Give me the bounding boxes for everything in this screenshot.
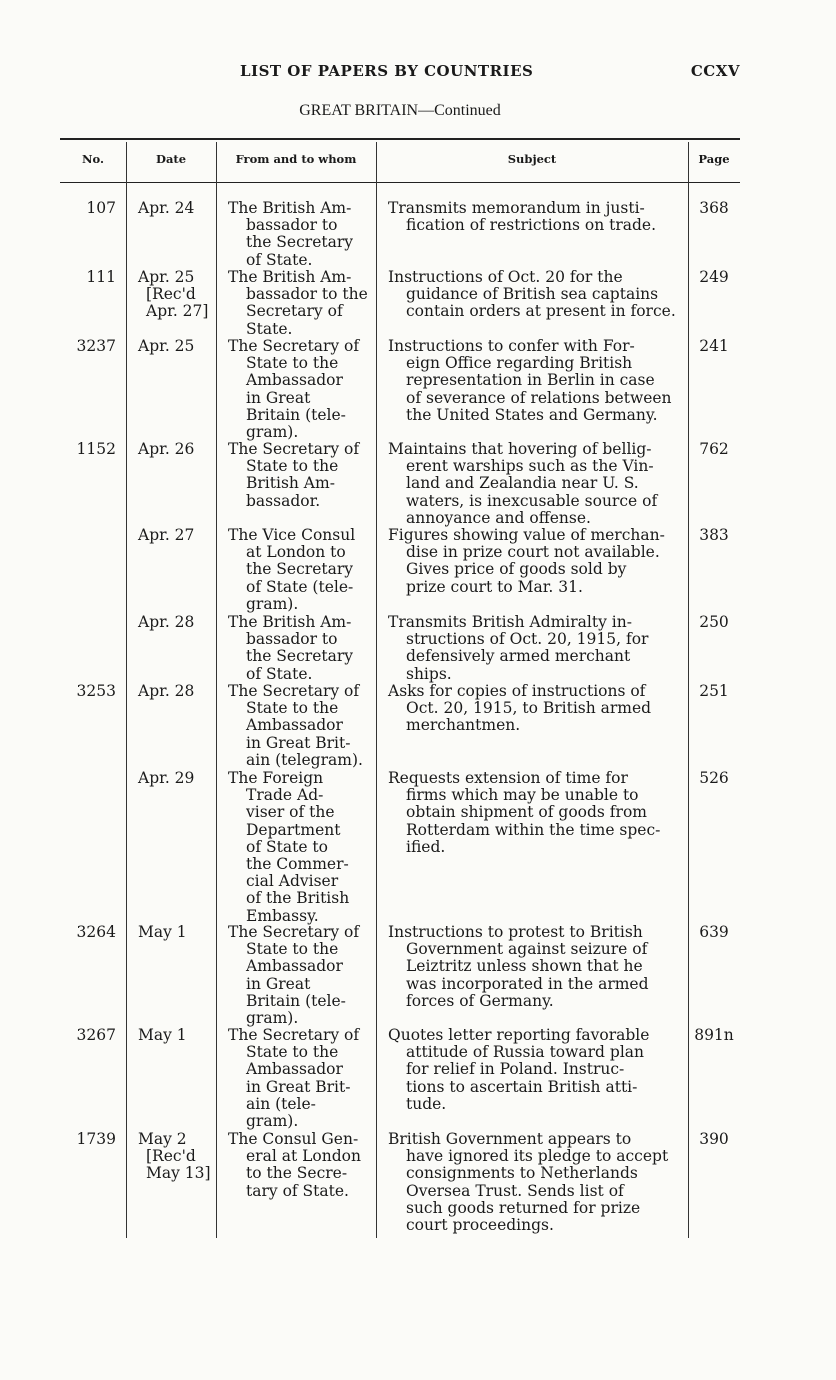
subject-line: ships. [406,664,452,683]
date-line: Apr. 25 [138,337,195,355]
paper-number: 3264 [76,923,116,941]
column-header-page: Page [698,152,730,166]
from-line: the Commer- [246,855,349,874]
paper-date [138,441,218,458]
paper-subject [388,614,680,683]
paper-number: 3237 [76,337,116,355]
from-line: The Secretary of [228,682,360,700]
subject-line: such goods returned for prize [406,1198,641,1217]
from-line: gram). [246,1112,299,1131]
date-line: Apr. 29 [138,769,195,787]
paper-from-to [228,770,370,925]
subject-line: Leiztritz unless shown that he [406,957,643,976]
paper-from-to [228,338,370,441]
subject-line: Quotes letter reporting favorable [388,1026,650,1044]
from-line: The British Am- [228,613,352,631]
paper-from-to [228,614,370,683]
from-line: the Secretary [246,647,354,666]
subject-line: ified. [406,837,446,856]
page-folio: CCXV [690,62,740,80]
subject-line: Transmits British Admiralty in- [388,613,632,631]
paper-subject [388,527,680,596]
from-line: The British Am- [228,199,352,217]
subject-line: defensively armed merchant [406,647,631,666]
paper-subject [388,200,680,234]
from-line: The British Am- [228,268,352,286]
date-line: [Rec'd [146,285,196,304]
subject-line: was incorporated in the armed [406,974,649,993]
paper-page: 250 [699,613,729,631]
subject-line: Gives price of goods sold by [406,560,627,579]
paper-page: 383 [699,526,729,544]
from-line: ain (telegram). [246,750,363,769]
paper-subject [388,770,680,856]
from-line: at London to [246,543,346,562]
paper-page: 639 [699,923,729,941]
from-line: Trade Ad- [246,786,324,805]
from-line: gram). [246,423,299,442]
subject-line: contain orders at present in force. [406,302,676,321]
from-line: of the British [246,889,350,908]
subject-line: Requests extension of time for [388,769,628,787]
paper-page: 526 [699,769,729,787]
from-line: The Secretary of [228,923,360,941]
from-line: The Foreign [228,769,324,787]
from-line: cial Adviser [246,872,339,891]
paper-from-to [228,1027,370,1130]
subject-line: Oversea Trust. Sends list of [406,1181,624,1200]
paper-date [138,200,218,217]
date-line: Apr. 28 [138,682,195,700]
paper-date [138,1131,218,1183]
paper-subject [388,1027,680,1113]
from-line: Department [246,820,341,839]
paper-page: 241 [699,337,729,355]
date-line: May 13] [146,1164,211,1183]
from-line: Embassy. [246,906,319,925]
paper-subject [388,683,680,735]
from-line: tary of State. [246,1181,349,1200]
table-top-rule [60,138,740,140]
subject-line: forces of Germany. [406,991,554,1010]
subject-line: dise in prize court not available. [406,543,660,562]
subject-line: firms which may be unable to [406,786,639,805]
paper-date [138,924,218,941]
subject-line: structions of Oct. 20, 1915, for [406,630,649,649]
paper-page: 891n [694,1026,734,1044]
subject-line: Oct. 20, 1915, to British armed [406,699,652,718]
from-line: State to the [246,1043,339,1062]
paper-page: 251 [699,682,729,700]
table-header-rule [60,182,740,183]
paper-date [138,338,218,355]
paper-from-to [228,200,370,269]
date-line: [Rec'd [146,1147,196,1166]
from-line: of State. [246,664,313,683]
from-line: gram). [246,594,299,613]
from-line: State. [246,319,293,338]
subject-line: Maintains that hovering of bellig- [388,440,652,458]
from-line: Ambassador [246,1060,343,1079]
subject-line: British Government appears to [388,1130,632,1148]
subject-line: Figures showing value of merchan- [388,526,665,544]
subject-line: eign Office regarding British [406,354,633,373]
subject-line: Transmits memorandum in justi- [388,199,645,217]
paper-number: 1739 [76,1130,116,1148]
paper-date [138,770,218,787]
date-line: Apr. 25 [138,268,195,286]
paper-number: 111 [86,268,116,286]
from-line: The Consul Gen- [228,1130,359,1148]
subject-line: attitude of Russia toward plan [406,1043,645,1062]
subject-line: Instructions to protest to British [388,923,643,941]
subject-line: waters, is inexcusable source of [406,491,658,510]
subject-line: for relief in Poland. Instruc- [406,1060,625,1079]
paper-number: 3253 [76,682,116,700]
column-header-from: From and to whom [235,152,357,166]
paper-from-to [228,1131,370,1200]
from-line: the Secretary [246,233,354,252]
page-header [0,60,836,90]
from-line: bassador to [246,216,338,235]
from-line: State to the [246,940,339,959]
from-line: The Vice Consul [228,526,356,544]
from-line: bassador to [246,630,338,649]
subject-line: have ignored its pledge to accept [406,1147,669,1166]
date-line: Apr. 27 [138,526,195,544]
subject-line: fication of restrictions on trade. [406,216,657,235]
column-header-no: No. [82,152,104,166]
from-line: in Great [246,974,311,993]
from-line: British Am- [246,474,335,493]
subject-line: Rotterdam within the time spec- [406,820,661,839]
column-divider [688,142,689,1238]
paper-from-to [228,527,370,613]
from-line: in Great Brit- [246,733,351,752]
paper-date [138,683,218,700]
date-line: May 1 [138,923,187,941]
date-line: Apr. 26 [138,440,195,458]
subject-line: consignments to Netherlands [406,1164,638,1183]
from-line: in Great [246,388,311,407]
column-header-date: Date [155,152,187,166]
paper-from-to [228,683,370,769]
from-line: Britain (tele- [246,405,346,424]
from-line: Ambassador [246,957,343,976]
paper-subject [388,1131,680,1234]
paper-subject [388,441,680,527]
from-line: viser of the [246,803,335,822]
subject-line: erent warships such as the Vin- [406,457,654,476]
from-line: The Secretary of [228,1026,360,1044]
subject-line: guidance of British sea captains [406,285,659,304]
column-header-subject: Subject [507,152,557,166]
from-line: gram). [246,1009,299,1028]
from-line: in Great Brit- [246,1077,351,1096]
subject-line: prize court to Mar. 31. [406,577,583,596]
from-line: State to the [246,354,339,373]
subject-line: of severance of relations between [406,388,672,407]
subject-line: court proceedings. [406,1216,554,1235]
subject-line: obtain shipment of goods from [406,803,647,822]
subject-line: tions to ascertain British atti- [406,1077,638,1096]
subject-line: the United States and Germany. [406,405,658,424]
date-line: May 2 [138,1130,187,1148]
from-line: The Secretary of [228,337,360,355]
subject-line: Instructions to confer with For- [388,337,635,355]
from-line: Ambassador [246,371,343,390]
date-line: Apr. 27] [146,302,209,321]
from-line: to the Secre- [246,1164,348,1183]
subject-line: representation in Berlin in case [406,371,655,390]
from-line: eral at London [246,1147,361,1166]
papers-table [60,138,740,1238]
subject-line: tude. [406,1094,447,1113]
from-line: bassador to the [246,285,368,304]
subject-line: Instructions of Oct. 20 for the [388,268,623,286]
paper-page: 368 [699,199,729,217]
paper-subject [388,338,680,424]
from-line: bassador. [246,491,321,510]
paper-number: 107 [86,199,116,217]
paper-page: 249 [699,268,729,286]
paper-subject [388,269,680,321]
subject-line: Government against seizure of [406,940,648,959]
subject-line: merchantmen. [406,716,521,735]
paper-from-to [228,441,370,510]
paper-date [138,269,218,321]
paper-page: 762 [699,440,729,458]
date-line: May 1 [138,1026,187,1044]
column-divider [376,142,377,1238]
section-title: GREAT BRITAIN—Continued [299,102,501,119]
date-line: Apr. 28 [138,613,195,631]
from-line: of State (tele- [246,577,354,596]
subject-line: land and Zealandia near U. S. [406,474,639,493]
subject-line: Asks for copies of instructions of [388,682,646,700]
column-divider [126,142,127,1238]
paper-page: 390 [699,1130,729,1148]
date-line: Apr. 24 [138,199,195,217]
paper-date [138,614,218,631]
paper-number: 3267 [76,1026,116,1044]
from-line: Secretary of [246,302,343,321]
from-line: the Secretary [246,560,354,579]
paper-from-to [228,269,370,338]
paper-date [138,1027,218,1044]
subject-line: annoyance and offense. [406,508,591,527]
paper-date [138,527,218,544]
from-line: State to the [246,457,339,476]
from-line: ain (tele- [246,1094,316,1113]
from-line: State to the [246,699,339,718]
from-line: The Secretary of [228,440,360,458]
from-line: Britain (tele- [246,991,346,1010]
from-line: Ambassador [246,716,343,735]
running-head: LIST OF PAPERS BY COUNTRIES [240,62,534,80]
paper-subject [388,924,680,1010]
paper-number: 1152 [76,440,116,458]
paper-from-to [228,924,370,1027]
from-line: of State. [246,250,313,269]
from-line: of State to [246,837,328,856]
